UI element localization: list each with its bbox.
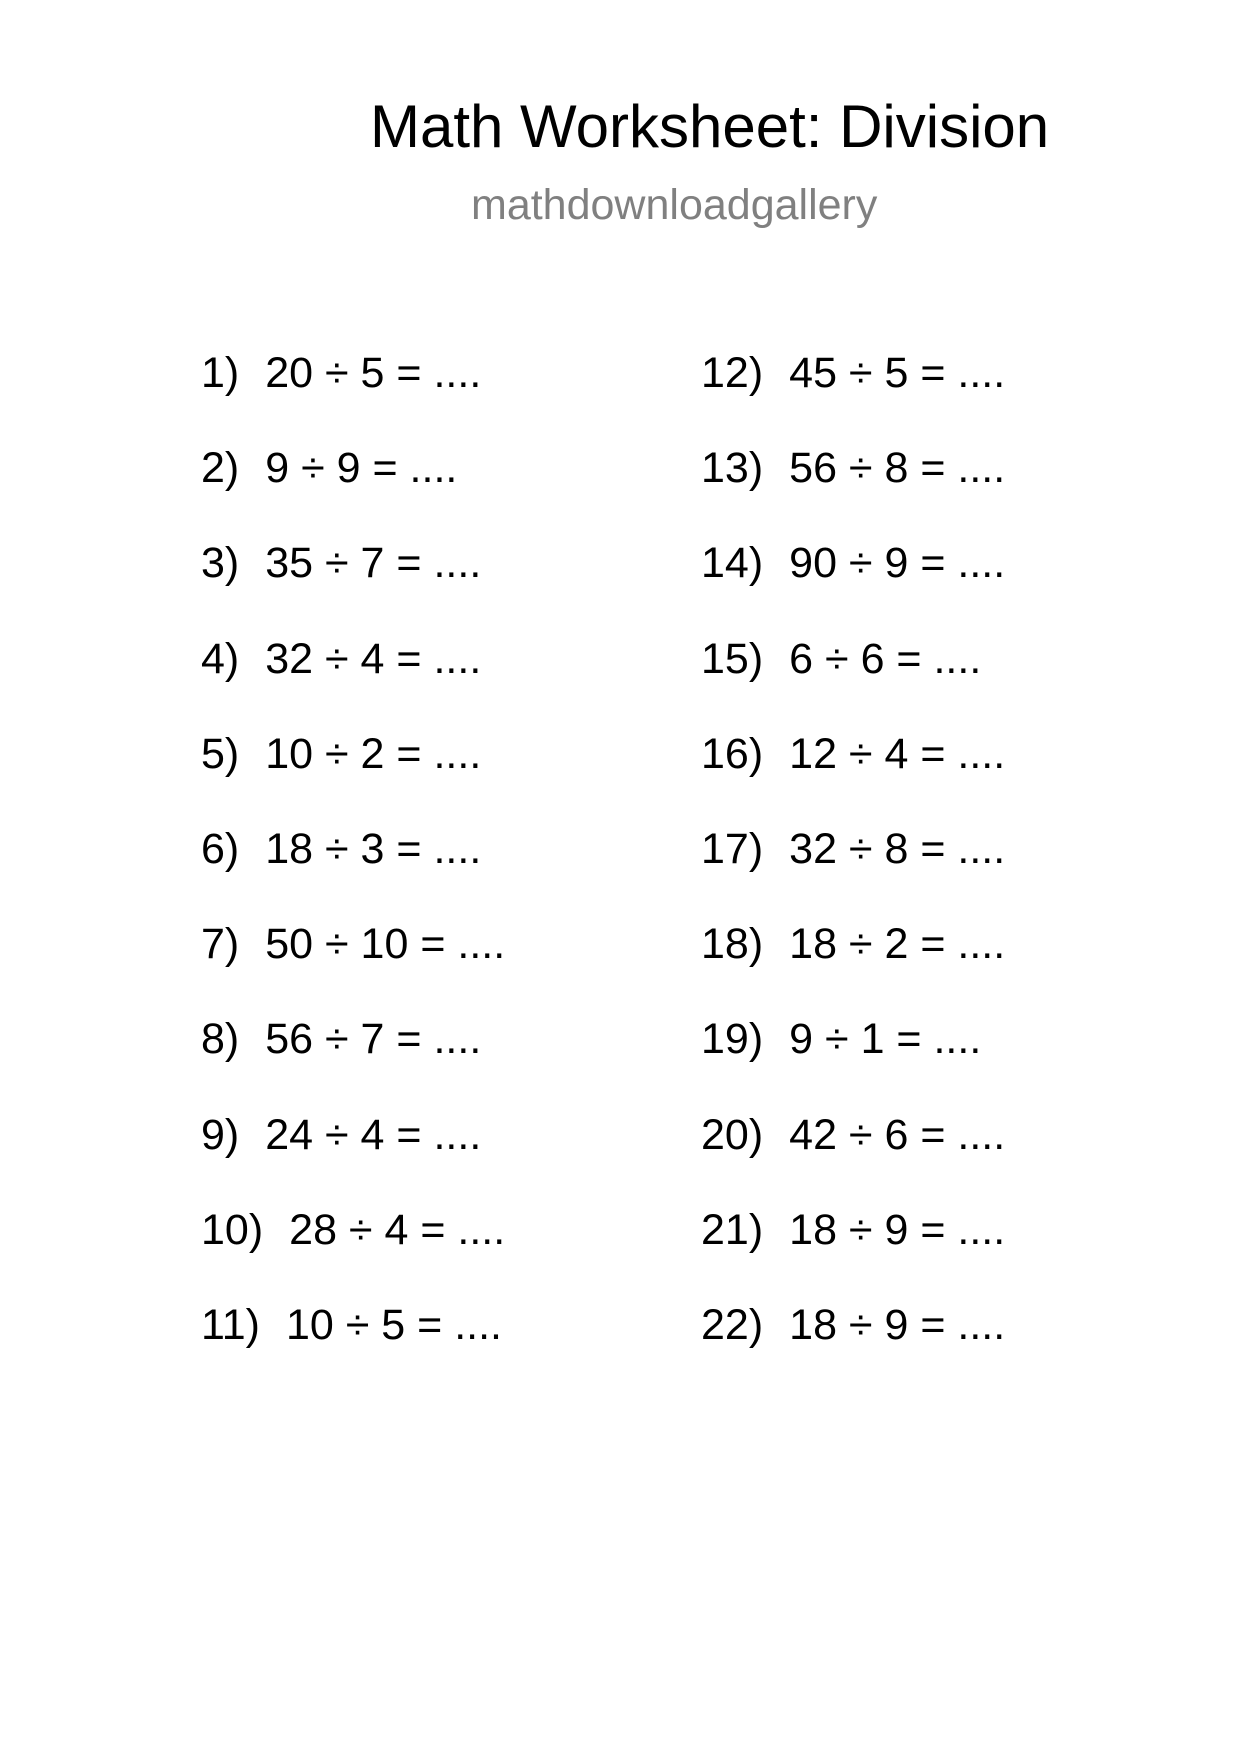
problem-expression: 12 ÷ 4 = .... [789,729,1006,778]
problem-item [201,444,505,542]
problem-number: 6) [201,824,240,873]
problem-number: 4) [201,634,240,683]
problem-number: 16) [701,729,764,778]
problem-expression: 45 ÷ 5 = .... [789,349,1006,397]
problem-expression: 18 ÷ 3 = .... [265,824,482,873]
problem-number: 21) [701,1205,764,1254]
problem-expression: 56 ÷ 7 = .... [265,1015,482,1064]
problem-expression: 90 ÷ 9 = .... [789,539,1006,588]
problem-expression: 24 ÷ 4 = .... [265,1110,482,1159]
problem-number: 3) [201,539,240,588]
problem-item [701,349,1006,447]
problem-expression: 10 ÷ 5 = .... [285,1300,502,1349]
problems-column-right [701,349,1006,1399]
problem-item [701,1300,1006,1399]
problem-item [701,539,1006,637]
problem-number: 1) [201,349,240,397]
problem-number: 22) [701,1300,764,1349]
problem-item [201,539,505,637]
problem-number: 18) [701,920,764,969]
problem-expression: 42 ÷ 6 = .... [789,1110,1006,1159]
problems-column-left [201,349,506,1399]
problem-number: 20) [701,1110,764,1159]
problem-number: 9) [201,1110,240,1159]
problem-item [201,1300,505,1399]
problem-expression: 35 ÷ 7 = .... [265,539,482,588]
problem-expression: 56 ÷ 8 = .... [789,444,1006,493]
problem-number: 5) [201,729,240,778]
problem-expression: 20 ÷ 5 = .... [265,349,482,397]
problem-item [201,1205,506,1304]
problem-number: 10) [201,1205,264,1254]
problem-number: 2) [201,444,240,493]
problem-expression: 9 ÷ 9 = .... [265,444,458,493]
problem-number: 12) [701,349,764,397]
problem-item [701,824,1006,923]
problem-item [201,729,505,828]
problem-expression: 28 ÷ 4 = .... [289,1205,506,1254]
problem-item [201,634,505,733]
problem-item [201,1015,505,1113]
page-title: Math Worksheet: Division [370,93,1050,160]
problem-expression: 18 ÷ 2 = .... [789,920,1006,969]
problem-item [701,729,1006,828]
problem-expression: 32 ÷ 8 = .... [789,824,1006,873]
problem-number: 13) [701,444,764,493]
problem-item [201,1110,505,1209]
problem-expression: 50 ÷ 10 = .... [265,920,506,969]
problem-number: 17) [701,824,764,873]
problem-number: 11) [201,1300,260,1349]
problem-item [701,1205,1006,1304]
problem-number: 8) [201,1015,240,1064]
problem-expression: 18 ÷ 9 = .... [789,1205,1006,1254]
problem-number: 19) [701,1015,764,1064]
problem-item [201,824,505,923]
problem-expression: 6 ÷ 6 = .... [789,634,982,683]
problem-item [201,349,505,447]
problem-expression: 18 ÷ 9 = .... [789,1300,1006,1349]
problem-number: 14) [701,539,764,588]
page-subtitle: mathdownloadgallery [471,181,878,229]
problem-expression: 9 ÷ 1 = .... [789,1015,982,1064]
problem-item [701,1015,1005,1113]
problem-item [701,1110,1006,1209]
problem-number: 15) [701,634,764,683]
problem-number: 7) [201,920,240,969]
problem-item [701,920,1006,1018]
problem-item [701,444,1006,542]
problem-item [701,634,1005,733]
problem-expression: 32 ÷ 4 = .... [265,634,482,683]
problem-expression: 10 ÷ 2 = .... [265,729,482,778]
problem-item [201,920,506,1018]
